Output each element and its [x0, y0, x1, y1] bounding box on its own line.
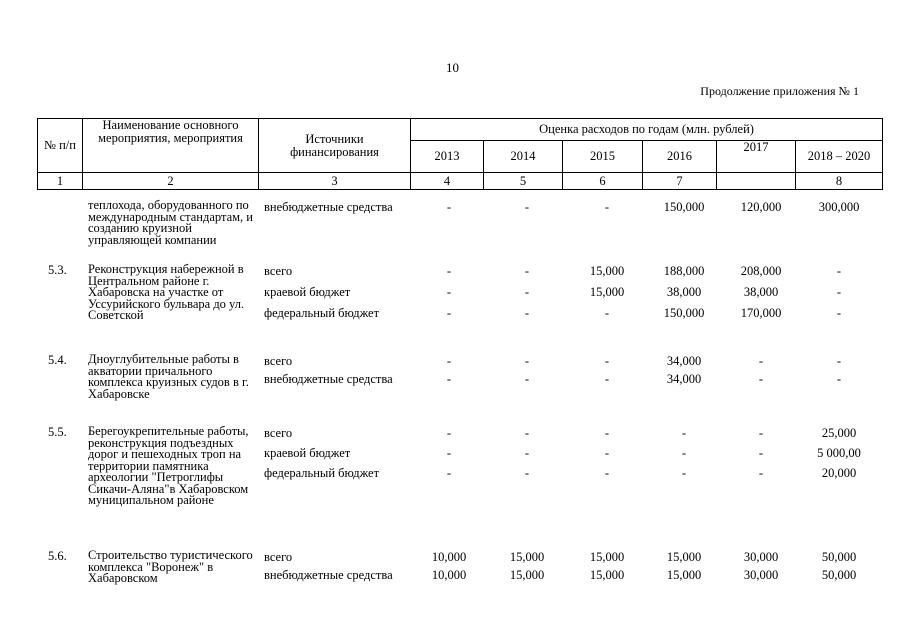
- value-cell: -: [446, 446, 452, 460]
- row-number: 5.6.: [48, 549, 67, 563]
- value-cell: -: [758, 354, 764, 368]
- value-cell: -: [836, 285, 842, 299]
- value-cell: 34,000: [666, 354, 702, 368]
- header-year: 2014: [484, 141, 563, 173]
- value-cell: 10,000: [431, 550, 467, 564]
- value-cell: -: [446, 306, 452, 320]
- value-cell: -: [758, 372, 764, 386]
- value-cell: 208,000: [740, 264, 782, 278]
- header-no: № п/п: [38, 119, 83, 173]
- value-cell: -: [446, 426, 452, 440]
- value-cell: -: [446, 200, 452, 214]
- index-cell: 7: [643, 173, 717, 190]
- header-year: 2018 – 2020: [796, 141, 883, 173]
- funding-source: краевой бюджет: [264, 285, 351, 299]
- value-cell: -: [524, 200, 530, 214]
- value-cell: -: [604, 200, 610, 214]
- index-cell: 8: [796, 173, 883, 190]
- value-cell: -: [758, 466, 764, 480]
- value-cell: -: [836, 354, 842, 368]
- value-cell: -: [524, 466, 530, 480]
- row-number: 5.4.: [48, 353, 67, 367]
- value-cell: -: [446, 354, 452, 368]
- funding-source: внебюджетные средства: [264, 568, 393, 582]
- row-description: Строительство туристического комплекса "Воронеж" в Хабаровском: [88, 548, 253, 585]
- header-year: 2015: [563, 141, 643, 173]
- value-cell: 15,000: [589, 568, 625, 582]
- row-description: теплохода, оборудованного по международным стандартам, и созданию круизной управляющей компании: [88, 198, 253, 247]
- value-cell: -: [836, 264, 842, 278]
- value-cell: -: [681, 446, 687, 460]
- value-cell: 15,000: [589, 264, 625, 278]
- value-cell: -: [524, 446, 530, 460]
- appendix-note: Продолжение приложения № 1: [700, 84, 859, 98]
- value-cell: -: [758, 426, 764, 440]
- value-cell: 15,000: [509, 568, 545, 582]
- table-header: [37, 118, 883, 190]
- value-cell: -: [524, 285, 530, 299]
- header-estimate: Оценка расходов по годам (млн. рублей): [411, 119, 883, 141]
- table-body: [0, 200, 905, 640]
- value-cell: 34,000: [666, 372, 702, 386]
- value-cell: -: [681, 466, 687, 480]
- value-cell: -: [758, 446, 764, 460]
- value-cell: 170,000: [740, 306, 782, 320]
- value-cell: 20,000: [821, 466, 857, 480]
- value-cell: 38,000: [666, 285, 702, 299]
- value-cell: 50,000: [821, 568, 857, 582]
- value-cell: 38,000: [743, 285, 779, 299]
- value-cell: 150,000: [663, 200, 705, 214]
- value-cell: -: [604, 426, 610, 440]
- value-cell: 30,000: [743, 568, 779, 582]
- value-cell: -: [524, 264, 530, 278]
- funding-source: внебюджетные средства: [264, 372, 393, 386]
- index-cell: 1: [38, 173, 83, 190]
- row-number: 5.3.: [48, 263, 67, 277]
- value-cell: -: [446, 372, 452, 386]
- value-cell: -: [604, 354, 610, 368]
- funding-source: федеральный бюджет: [264, 306, 380, 320]
- header-sources: Источники финансирования: [259, 119, 411, 173]
- value-cell: 15,000: [509, 550, 545, 564]
- funding-source: всего: [264, 264, 293, 278]
- value-cell: -: [524, 372, 530, 386]
- header-year: 2017: [717, 141, 796, 173]
- value-cell: 15,000: [589, 285, 625, 299]
- value-cell: 188,000: [663, 264, 705, 278]
- value-cell: -: [604, 306, 610, 320]
- index-cell: [717, 173, 796, 190]
- funding-source: всего: [264, 550, 293, 564]
- funding-source: всего: [264, 354, 293, 368]
- funding-source: федеральный бюджет: [264, 466, 380, 480]
- value-cell: -: [446, 285, 452, 299]
- value-cell: -: [524, 306, 530, 320]
- value-cell: -: [446, 264, 452, 278]
- value-cell: -: [836, 306, 842, 320]
- value-cell: -: [446, 466, 452, 480]
- value-cell: -: [604, 466, 610, 480]
- value-cell: 120,000: [740, 200, 782, 214]
- index-cell: 4: [411, 173, 484, 190]
- index-cell: 5: [484, 173, 563, 190]
- value-cell: -: [604, 372, 610, 386]
- funding-source: внебюджетные средства: [264, 200, 393, 214]
- value-cell: -: [836, 372, 842, 386]
- page-number: 10: [446, 60, 459, 75]
- value-cell: 25,000: [821, 426, 857, 440]
- value-cell: -: [524, 354, 530, 368]
- value-cell: 15,000: [589, 550, 625, 564]
- value-cell: 30,000: [743, 550, 779, 564]
- value-cell: 5 000,00: [817, 446, 861, 460]
- value-cell: 50,000: [821, 550, 857, 564]
- value-cell: -: [681, 426, 687, 440]
- funding-source: всего: [264, 426, 293, 440]
- row-description: Дноуглубительные работы в акватории причального комплекса круизных судов в г. Хабаровске: [88, 352, 249, 401]
- header-year: 2016: [643, 141, 717, 173]
- value-cell: 15,000: [666, 550, 702, 564]
- header-name: Наименование основного мероприятия, мероприятия: [83, 119, 259, 173]
- value-cell: 300,000: [818, 200, 860, 214]
- value-cell: -: [524, 426, 530, 440]
- header-year: 2013: [411, 141, 484, 173]
- row-number: 5.5.: [48, 425, 67, 439]
- row-description: Берегоукрепительные работы, реконструкция подъездных дорог и пешеходных троп на территории памятника археологии "Петроглифы Сикачи-Аляна"в Хабаровском муниципальном районе: [88, 424, 249, 507]
- value-cell: 150,000: [663, 306, 705, 320]
- index-cell: 2: [83, 173, 259, 190]
- value-cell: -: [604, 446, 610, 460]
- value-cell: 15,000: [666, 568, 702, 582]
- funding-source: краевой бюджет: [264, 446, 351, 460]
- row-description: Реконструкция набережной в Центральном районе г. Хабаровска на участке от Уссурийского бульвара до ул. Советской: [88, 262, 245, 322]
- index-cell: 6: [563, 173, 643, 190]
- value-cell: 10,000: [431, 568, 467, 582]
- index-cell: 3: [259, 173, 411, 190]
